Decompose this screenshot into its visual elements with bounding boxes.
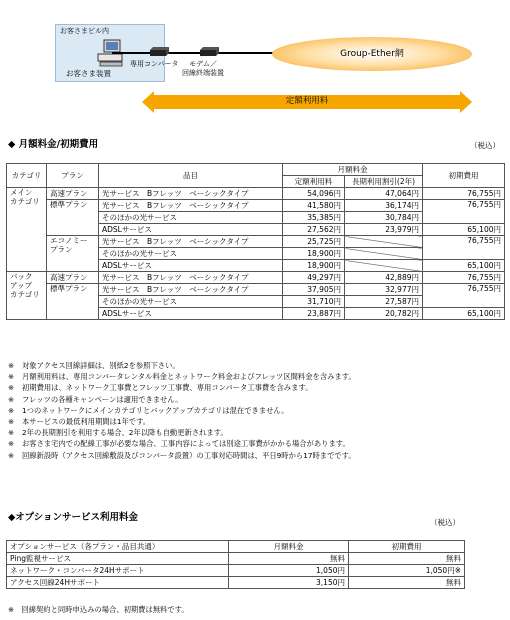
long-term-cell: 20,782円	[345, 308, 423, 320]
item-cell: 光サービス Bフレッツ ベーシックタイプ	[99, 284, 283, 296]
flat-rate-label: 定額利用料	[285, 96, 329, 106]
option-initial-cell: 無料	[349, 577, 465, 589]
flat-fee-cell: 27,562円	[283, 224, 345, 236]
option-initial-cell: 1,050円※	[349, 565, 465, 577]
table-row	[7, 188, 505, 200]
item-cell: ADSLサービス	[99, 224, 283, 236]
flat-fee-cell: 35,385円	[283, 212, 345, 224]
option-name-cell: アクセス回線24Hサポート	[7, 577, 229, 589]
note-text: お客さま宅内での配線工事が必要な場合、工事内容によっては別途工事費がかかる場合があります。	[22, 439, 350, 449]
flat-fee-cell: 54,096円	[283, 188, 345, 200]
note-item	[8, 416, 506, 427]
initial-cell: 65,100円	[423, 224, 505, 236]
initial-cell: 76,755円	[423, 284, 505, 308]
header-flat-fee: 定額利用料	[283, 176, 345, 188]
long-term-cell: 32,977円	[345, 284, 423, 296]
plan-standard: 標準プラン	[47, 200, 99, 236]
option-name-cell: ネットワーク・コンバータ24Hサポート	[7, 565, 229, 577]
option-initial-cell: 無料	[349, 553, 465, 565]
modem-label-line2: 回線終端装置	[182, 68, 224, 77]
note-mark: ※	[8, 372, 15, 382]
long-term-cell: 23,979円	[345, 224, 423, 236]
modem-label	[182, 60, 224, 78]
monthly-tax-note: （税込）	[470, 141, 500, 150]
initial-cell: 76,755円	[423, 236, 505, 260]
long-term-cell: 36,174円	[345, 200, 423, 212]
header-option-monthly: 月額料金	[229, 541, 349, 553]
customer-device-label: お客さま装置	[66, 69, 111, 78]
modem-icon	[198, 46, 220, 58]
table-row	[7, 284, 505, 296]
header-option-initial: 初期費用	[349, 541, 465, 553]
network-diagram	[40, 6, 500, 126]
option-name-cell: Ping監視サービス	[7, 553, 229, 565]
flat-fee-cell: 31,710円	[283, 296, 345, 308]
note-text: 初期費用は、ネットワーク工事費とフレッツ工事費、専用コンバータ工事費を含みます。	[22, 383, 313, 393]
option-monthly-cell: 3,150円	[229, 577, 349, 589]
note-item	[8, 371, 506, 382]
item-cell: ADSLサービス	[99, 308, 283, 320]
note-item	[8, 360, 506, 371]
header-initial: 初期費用	[423, 164, 505, 188]
long-term-na-cell	[345, 236, 423, 248]
option-service-table	[6, 540, 465, 589]
plan-economy: エコノミー プラン	[47, 236, 99, 272]
converter-icon	[148, 46, 170, 58]
note-text: 月額利用料は、専用コンバータレンタル料金とネットワーク料金およびフレッツ区間料金を含みます。	[22, 372, 356, 382]
flat-fee-cell: 37,905円	[283, 284, 345, 296]
monthly-fee-table	[6, 163, 505, 320]
initial-cell: 65,100円	[423, 260, 505, 272]
note-text: 2年の長期割引を利用する場合、2年以降も自動更新されます。	[22, 428, 228, 438]
long-term-na-cell	[345, 248, 423, 260]
flat-fee-cell: 25,725円	[283, 236, 345, 248]
item-cell: 光サービス Bフレッツ ベーシックタイプ	[99, 272, 283, 284]
item-cell: そのほかの光サービス	[99, 296, 283, 308]
flat-fee-cell: 23,887円	[283, 308, 345, 320]
long-term-cell: 27,587円	[345, 296, 423, 308]
note-mark: ※	[8, 428, 15, 438]
note-mark: ※	[8, 450, 15, 460]
initial-cell: 76,755円	[423, 188, 505, 200]
item-cell: ADSLサービス	[99, 260, 283, 272]
flat-fee-cell: 18,900円	[283, 248, 345, 260]
note-item	[8, 438, 506, 449]
header-monthly-fee: 月額料金	[283, 164, 423, 176]
plan-standard: 標準プラン	[47, 284, 99, 320]
network-cloud	[272, 37, 472, 71]
converter-label: 専用コンバータ	[130, 60, 179, 68]
table-row	[7, 272, 505, 284]
long-term-cell: 47,064円	[345, 188, 423, 200]
item-cell: 光サービス Bフレッツ ベーシックタイプ	[99, 236, 283, 248]
monthly-fee-title: ◆ 月額料金/初期費用	[8, 139, 99, 150]
item-cell: そのほかの光サービス	[99, 248, 283, 260]
option-note: ※ 回線契約と同時申込みの場合、初期費は無料です。	[8, 605, 189, 614]
header-category: カテゴリ	[7, 164, 47, 188]
network-label: Group-Ether網	[340, 48, 404, 59]
note-text: フレッツの各種キャンペーンは適用できません。	[22, 394, 183, 404]
initial-cell: 65,100円	[423, 308, 505, 320]
flat-fee-cell: 41,580円	[283, 200, 345, 212]
option-service-title: ◆オプションサービス利用料金	[8, 512, 138, 523]
initial-cell: 76,755円	[423, 200, 505, 224]
long-term-na-cell	[345, 260, 423, 272]
note-mark: ※	[8, 394, 15, 404]
option-monthly-cell: 無料	[229, 553, 349, 565]
flat-rate-arrow	[142, 91, 472, 113]
header-long-term: 長期利用割引(2年)	[345, 176, 423, 188]
category-main: メイン カテゴリ	[7, 188, 47, 272]
note-mark: ※	[8, 405, 15, 415]
table-row	[7, 553, 465, 565]
note-item	[8, 382, 506, 393]
item-cell: 光サービス Bフレッツ ベーシックタイプ	[99, 188, 283, 200]
note-mark: ※	[8, 361, 15, 370]
table-row	[7, 200, 505, 212]
note-text: 回線新設時（アクセス回線敷設及びコンバータ設置）の工事対応時間は、平日9時から17時までです。	[22, 450, 356, 460]
option-monthly-cell: 1,050円	[229, 565, 349, 577]
note-item	[8, 427, 506, 438]
notes-list	[8, 360, 506, 461]
modem-label-line1: モデム／	[189, 60, 217, 68]
note-mark: ※	[8, 417, 15, 427]
item-cell: そのほかの光サービス	[99, 212, 283, 224]
long-term-cell: 30,784円	[345, 212, 423, 224]
table-row	[7, 565, 465, 577]
note-item	[8, 450, 506, 461]
note-mark: ※	[8, 383, 15, 393]
customer-building-label: お客さまビル内	[60, 27, 109, 35]
note-item	[8, 405, 506, 416]
header-item: 品目	[99, 164, 283, 188]
note-mark: ※	[8, 439, 15, 449]
note-text: 1つのネットワークにメインカテゴリとバックアップカテゴリは混在できません。	[22, 405, 289, 415]
note-text: 対象アクセス回線詳細は、別紙2を参照下さい。	[22, 361, 180, 370]
flat-fee-cell: 49,297円	[283, 272, 345, 284]
note-text: 本サービスの最低利用期間は1年です。	[22, 417, 151, 427]
plan-fast: 高速プラン	[47, 272, 99, 284]
header-plan: プラン	[47, 164, 99, 188]
header-option-service: オプションサービス（各プラン・品目共通）	[7, 541, 229, 553]
item-cell: 光サービス Bフレッツ ベーシックタイプ	[99, 200, 283, 212]
note-item	[8, 394, 506, 405]
option-tax-note: （税込）	[430, 518, 460, 527]
long-term-cell: 42,889円	[345, 272, 423, 284]
flat-fee-cell: 18,900円	[283, 260, 345, 272]
initial-cell: 76,755円	[423, 272, 505, 284]
plan-fast: 高速プラン	[47, 188, 99, 200]
table-row	[7, 577, 465, 589]
table-row	[7, 236, 505, 248]
category-backup: バック アップ カテゴリ	[7, 272, 47, 320]
